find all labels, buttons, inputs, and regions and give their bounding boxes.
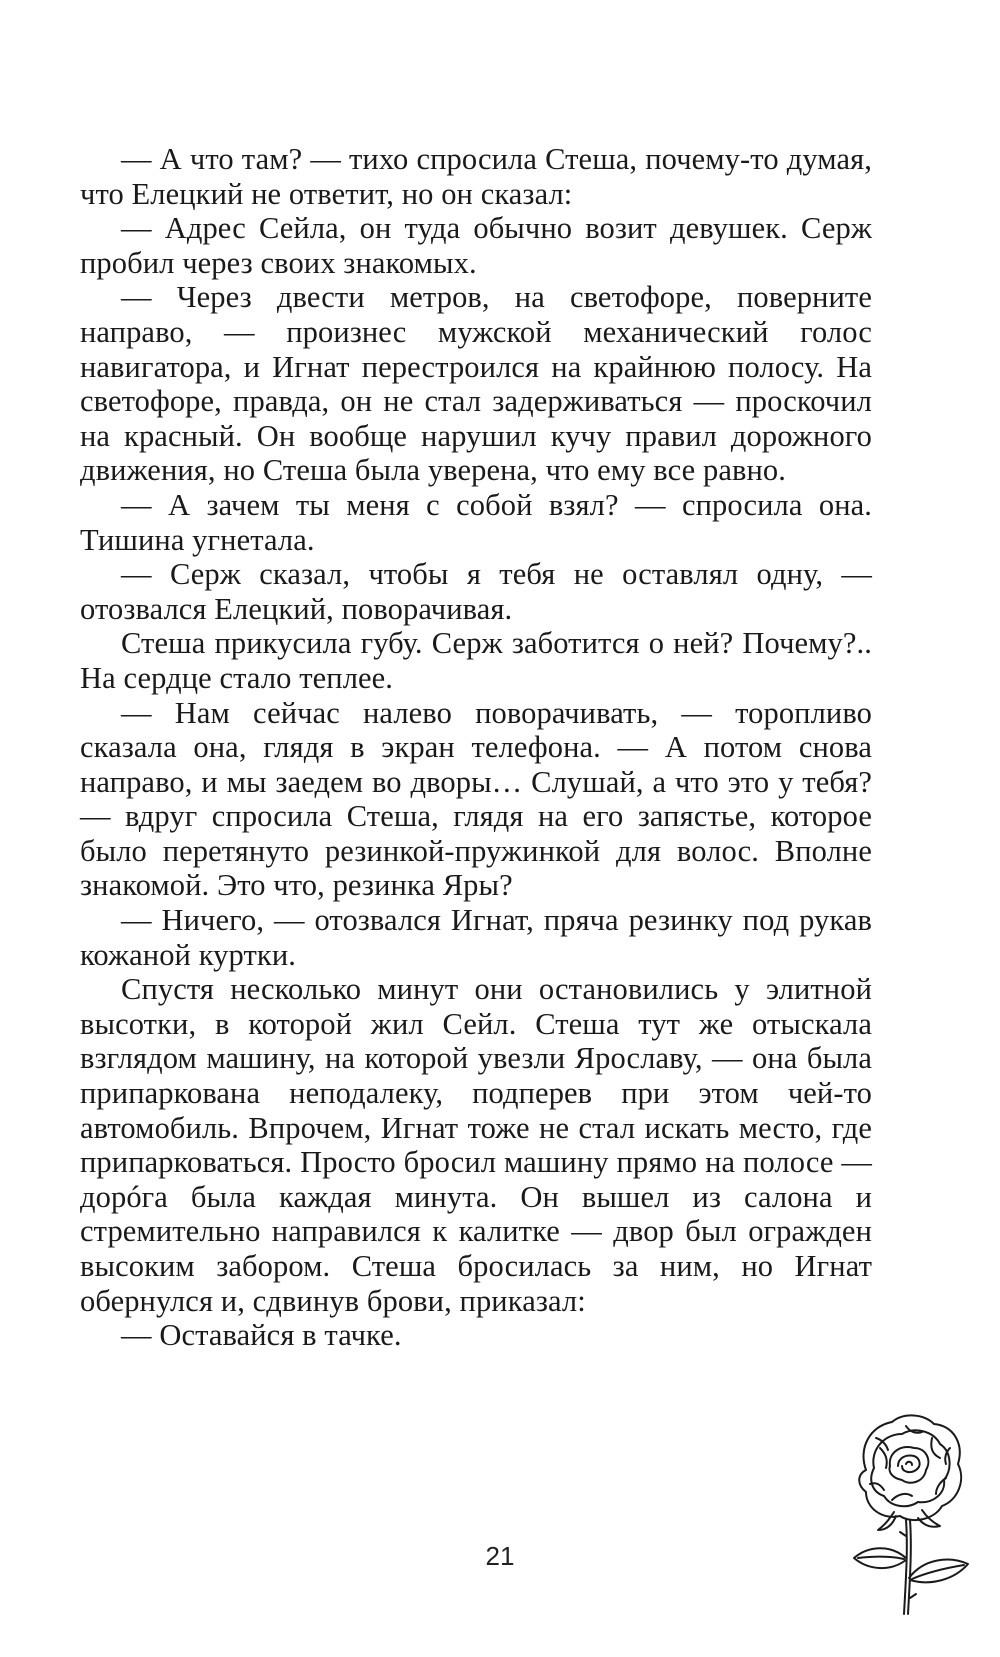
paragraph: — А зачем ты меня с собой взял? — спросила она. Тишина угнетала.: [80, 487, 872, 557]
paragraph: — Оставайся в тачке.: [121, 1318, 402, 1353]
paragraph: — Через двести метров, на светофоре, поверните направо, — произнес мужской механический голос навигатора, и Игнат перестроился на крайнюю полосу. На светофоре, правда, он не стал задерживаться — проскочил на красный. Он вообще нарушил кучу правил дорожного движения, но Стеша была уверена, что ему все равно.: [80, 280, 872, 488]
rose-icon: [846, 1408, 976, 1623]
paragraph: Спустя несколько минут они остановились у элитной высотки, в которой жил Сейл. Стеша тут же отыскала взглядом машину, на которой увезли Ярославу, — она была припаркована неподалеку, подперев при этом чей-то автомобиль. Впрочем, Игнат тоже не стал искать место, где припарковаться. Просто бросил машину прямо на полосе — дорóга была каждая минута. Он вышел из салона и стремительно направился к калитке — двор был огражден высоким забором. Стеша бросилась за ним, но Игнат обернулся и, сдвинув брови, приказал:: [80, 972, 872, 1318]
body-text: [80, 142, 872, 1353]
paragraph: — Адрес Сейла, он туда обычно возит девушек. Серж пробил через своих знакомых.: [80, 211, 872, 280]
paragraph: — Ничего, — отозвался Игнат, пряча резинку под рукав кожаной куртки.: [80, 903, 872, 972]
page-number: 21: [485, 1541, 515, 1571]
paragraph: — А что там? — тихо спросила Стеша, почему-то думая, что Елецкий не ответит, но он сказал:: [80, 142, 872, 211]
paragraph: Стеша прикусила губу. Серж заботится о ней? Почему?.. На сердце стало теплее.: [80, 626, 872, 695]
paragraph: — Нам сейчас налево поворачивать, — торопливо сказала она, глядя в экран телефона. — А потом снова направо, и мы заедем во дворы… Слушай, а что это у тебя? — вдруг спросила Стеша, глядя на его запястье, которое было перетянуто резинкой-пружинкой для волос. Вполне знакомой. Это что, резинка Яры?: [80, 695, 872, 903]
paragraph: — Серж сказал, чтобы я тебя не оставлял одну, — отозвался Елецкий, поворачивая.: [80, 557, 872, 626]
